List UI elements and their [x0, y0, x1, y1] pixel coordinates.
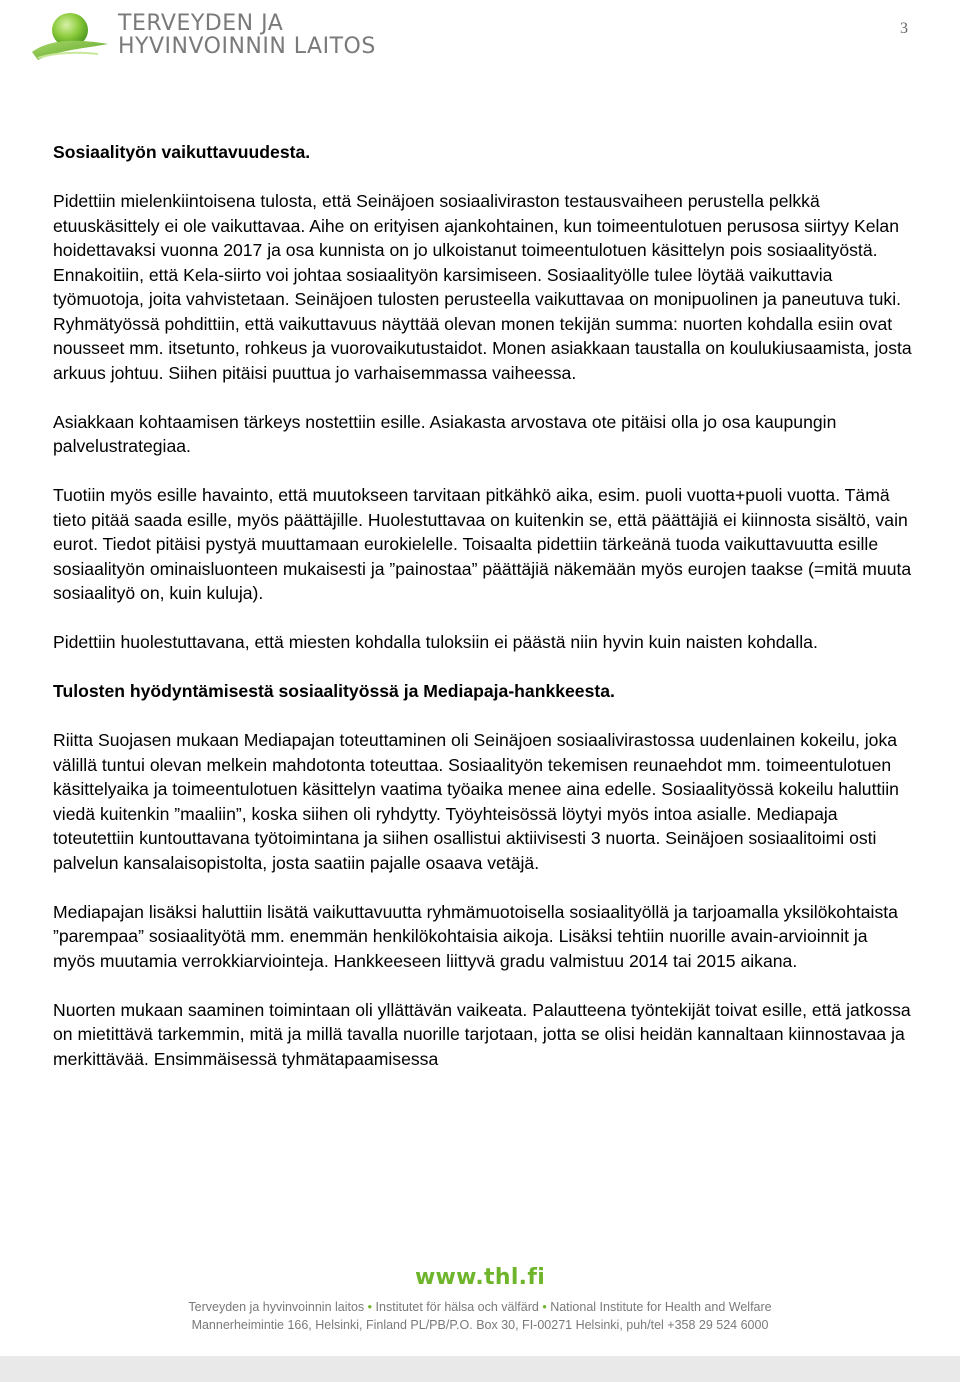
paragraph-3: Tuotiin myös esille havainto, että muutokseen tarvitaan pitkähkö aika, esim. puoli vuotta+puoli vuotta. Tämä tieto pitää saada esille, myös päättäjille. Huolestuttavaa on kuitenkin se, että päättäjiä ei kiinnosta sisältö, vain eurot. Tiedot pitäisi pystyä muuttamaan eurokielelle. Toisaalta pidettiin tärkeänä tuoda vaikuttavuutta esille sosiaalityön ominaisluonteen mukaisesti ja ”painostaa” päättäjiä näkemään myös eurojen taakse (=mitä muuta sosiaalityö on, kuin kuluja). — [53, 485, 912, 603]
paragraph-1: Pidettiin mielenkiintoisena tulosta, että Seinäjoen sosiaaliviraston testausvaiheen perustella pelkkä etuuskäsittely ei ole vaikuttavaa. Aihe on erityisen ajankohtainen, kun toimeentulotuen perusosa siirtyy Kelan hoidettavaksi vuonna 2017 ja osa kunnista on jo ulkoistanut toimeentulotuen käsittelyn pois sosiaalityöstä. Ennakoitiin, että Kela-siirto voi johtaa sosiaalityön karsimiseen. Sosiaalityölle tulee löytää vaikuttavia työmuotoja, joita vahvistetaan. Seinäjoen tulosten perusteella vaikuttavaa on monipuolinen ja paneutuva tuki. Ryhmätyössä pohdittiin, että vaikuttavuus näyttää olevan monen tekijän summa: nuorten kohdalla esiin ovat nousseet mm. itsetunto, rohkeus ja vuorovaikutustaidot. Monen asiakkaan taustalla on koulukiusaamista, josta arkuus johtuu. Siihen pitäisi puuttua jo varhaisemmassa vaiheessa. — [53, 191, 912, 383]
logo-wordmark — [118, 12, 376, 58]
document-body — [53, 140, 913, 1071]
footer-url[interactable]: www.thl.fi — [414, 1265, 546, 1290]
paragraph-4: Pidettiin huolestuttavana, että miesten kohdalla tuloksiin ei päästä niin hyvin kuin naisten kohdalla. — [53, 632, 818, 652]
org-name-fi: Terveyden ja hyvinvoinnin laitos — [188, 1300, 365, 1314]
logo-line-1: TERVEYDEN JA — [118, 11, 284, 36]
section-heading-mediapaja: Tulosten hyödyntämisestä sosiaalityössä ja Mediapaja-hankkeesta. — [53, 681, 615, 701]
thl-logo-icon — [28, 4, 112, 64]
separator-bullet: • — [542, 1300, 547, 1314]
org-name-en: National Institute for Health and Welfare — [550, 1300, 772, 1314]
bottom-bar — [0, 1356, 960, 1382]
paragraph-5: Riitta Suojasen mukaan Mediapajan toteuttaminen oli Seinäjoen sosiaalivirastossa uudenlainen kokeilu, joka välillä tuntui olevan melkein mahdotonta toteuttaa. Sosiaalityön tekemisen reunaehdot mm. toimeentulotuen käsittelyaika ja toimeentulotuen käsittelyn vaatima työaika menee aina edelle. Sosiaalityössä kokeilu haluttiin viedä kuitenkin ”maaliin”, koska siihen oli ryhdytty. Työyhteisössä löytyi myös intoa asialle. Mediapaja toteutettiin kuntouttavana työtoimintana ja siihen osallistui aktiivisesti 3 nuorta. Seinäjoen sosiaalitoimi osti palvelun kansalaisopistolta, josta saatiin pajalle osaava vetäjä. — [53, 730, 899, 873]
separator-bullet: • — [367, 1300, 373, 1314]
section-heading-vaikuttavuus: Sosiaalityön vaikuttavuudesta. — [53, 142, 311, 162]
logo-line-2: HYVINVOINNIN LAITOS — [118, 34, 376, 59]
page-header — [0, 0, 960, 80]
footer-organisations — [0, 1298, 960, 1316]
paragraph-6: Mediapajan lisäksi haluttiin lisätä vaikuttavuutta ryhmämuotoisella sosiaalityöllä ja tarjoamalla yksilökohtaista ”parempaa” sosiaalityötä mm. enemmän henkilökohtaisia aikoja. Lisäksi tehtiin nuorille avain-arvioinnit ja myös muutamia verrokkiarviointeja. Hankkeeseen liittyvä gradu valmistuu 2014 tai 2015 aikana. — [53, 901, 898, 971]
paragraph-7: Nuorten mukaan saaminen toimintaan oli yllättävän vaikeata. Palautteena työntekijät toivat esille, että jatkossa on mietittävä tarkemmin, mitä ja millä tavalla nuorille tarjotaan, jotta se olisi heidän kannaltaan kiinnostavaa ja merkittävää. Ensimmäisessä tyhmätapaamisessa — [53, 999, 911, 1069]
footer-address: Mannerheimintie 166, Helsinki, Finland PL/PB/P.O. Box 30, FI-00271 Helsinki, puh/tel +358 29 524 6000 — [191, 1318, 769, 1332]
page-footer — [0, 1265, 960, 1334]
page-number: 3 — [900, 20, 908, 37]
paragraph-2: Asiakkaan kohtaamisen tärkeys nostettiin esille. Asiakasta arvostava ote pitäisi olla jo osa kaupungin palvelustrategiaa. — [53, 411, 837, 456]
org-name-sv: Institutet för hälsa och välfärd — [375, 1300, 539, 1314]
